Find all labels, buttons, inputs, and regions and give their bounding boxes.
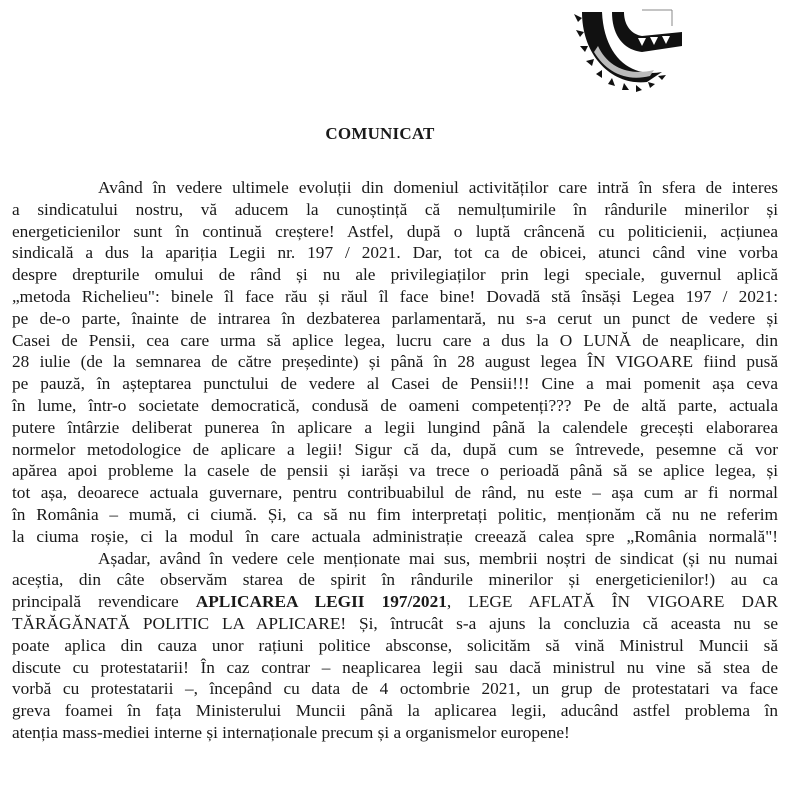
text-line: pe de-o parte, înainte de intrarea în dezbaterea parlamentară, nu s-a cerut un punct de vedere și xyxy=(12,308,778,328)
text-line: normelor metodologice de aplicare a legii! Sigur că da, după cum se întrevede, pesemne că vor xyxy=(12,439,778,459)
text-line: apărea apoi probleme la casele de pensii și iarăși va trece o perioadă până să se aplice legea, și xyxy=(12,461,778,481)
text-line: în lume, într-o societate democratică, condusă de oameni competenți??? Pe de altă parte, actuala xyxy=(12,395,778,415)
text-line: greva foamei în fața Ministerului Muncii până la aplicarea legii, aducând astfel problema în xyxy=(12,701,778,721)
demand-bold: APLICAREA LEGII 197/2021 xyxy=(195,592,447,612)
text-line: atenția mass-mediei interne și internaționale precum și a organismelor europene! xyxy=(12,722,570,742)
text-line: energeticienilor sunt în continuă creștere! Astfel, după o luptă crâncenă cu politicienii, acțiunea xyxy=(12,221,778,241)
text-line: discute cu protestatarii! În caz contrar – neaplicarea legii sau dacă ministrul nu vine să stea de xyxy=(12,657,778,677)
text-line: putere întârzie deliberat punerea în aplicare a legii lungind până la calendele grecești elaborarea xyxy=(12,417,778,437)
text-line: aceștia, din câte observăm starea de spirit în rândurile minerilor și energeticienilor!) au ca xyxy=(12,570,778,590)
text-line: despre drepturile omului de rând și nu ale privilegiaților prin legi speciale, guvernul aplică xyxy=(12,265,778,285)
text-line: a sindicatului nostru, vă aducem la cunoștință că nemulțumirile în rândurile minerilor și xyxy=(12,199,778,219)
text-line: la ciuma roșie, ci la modul în care actuala administrație creează calea spre „România normală"! xyxy=(12,526,778,546)
text-line: poate aplica din cauza unor rațiuni politice absconse, solicităm să vină Ministrul Muncii să xyxy=(12,635,778,655)
text-line: vorbă cu protestatarii –, începând cu data de 4 octombrie 2021, un grup de protestatari va face xyxy=(12,679,778,699)
text-line: pe pauză, în așteptarea punctului de vedere al Casei de Pensii!!! Cine a mai pomenit așa ceva xyxy=(12,374,778,394)
document-body xyxy=(12,177,778,744)
text-line: 28 iulie (de la semnarea de către președinte) și până în 28 august legea ÎN VIGOARE fiind pusă xyxy=(12,352,778,372)
text-line: Având în vedere ultimele evoluții din domeniul activităților care intră în sfera de interes xyxy=(98,178,778,197)
text-line: „metoda Richelieu": binele îl face rău și răul îl face bine! Dovadă stă însăși Legea 197 / 2021: xyxy=(12,286,778,306)
union-logo-icon xyxy=(572,6,682,106)
text-line: TĂRĂGĂNATĂ POLITIC LA APLICARE! Și, întrucât s-a ajuns la concluzia că aceasta nu se xyxy=(12,613,778,633)
text-line: sindicală a dus la apariția Legii nr. 197 / 2021. Dar, tot ca de obicei, atunci când vine vorba xyxy=(12,243,778,263)
text-line: Casei de Pensii, cea care urma să aplice legea, lucru care a dus la O LUNĂ de neaplicare, din xyxy=(12,330,778,350)
document-title: COMUNICAT xyxy=(325,124,435,143)
text-segment: principală revendicare xyxy=(12,592,196,612)
text-line: tot așa, deoarece actuala guvernare, pentru contribuabilul de rând, nu este – așa cum ar fi normal xyxy=(12,483,778,503)
text-line-demand xyxy=(12,591,778,613)
text-line: Așadar, având în vedere cele menționate mai sus, membrii noștri de sindicat (și nu numai xyxy=(98,548,778,568)
text-segment: , LEGE AFLATĂ ÎN VIGOARE DAR xyxy=(446,592,778,612)
text-line: în România – mumă, ci ciumă. Și, ca să nu fim interpretați politic, menționăm că nu ne referim xyxy=(12,504,778,524)
